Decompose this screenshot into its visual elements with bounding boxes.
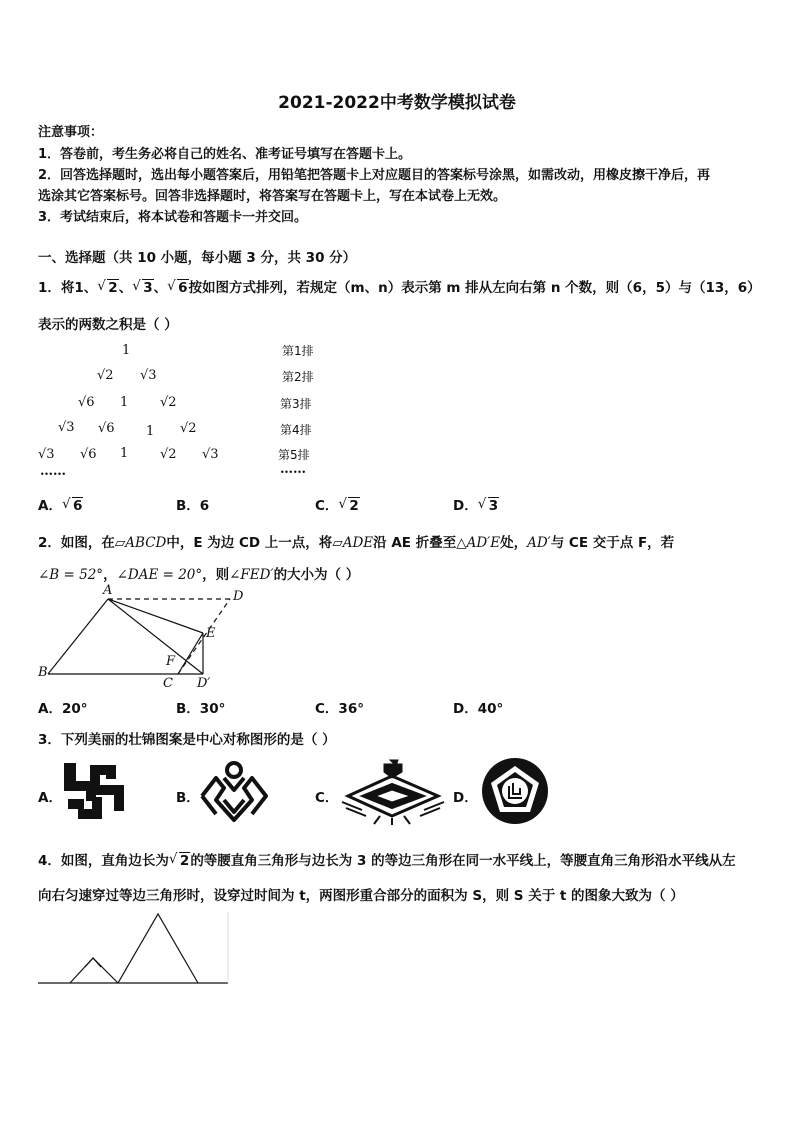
q1-rest: 按如图方式排列，若规定（m、n）表示第 m 排从左向右第 n 个数，则（6，5）与（13，6） [188, 280, 761, 296]
q1-option-d[interactable]: D．√ 3 [453, 494, 499, 514]
q2-option-d[interactable]: D．40° [453, 701, 504, 717]
label-c: C [163, 676, 173, 691]
note-item-2: 2．回答选择题时，选出每小题答案后，用铅笔把答题卡上对应题目的答案标号涂黑，如需改动，用橡皮擦干净后，再 [38, 168, 711, 183]
row3-value-3: √2 [160, 395, 177, 410]
row5-value-2: √6 [80, 447, 97, 462]
question-4-line-2: 向右匀速穿过等边三角形时，设穿过时间为 t，两图形重合部分的面积为 S，则 S 关于 t 的图象大致为（ ） [38, 888, 684, 904]
row5-value-4: √2 [160, 447, 177, 462]
question-2-line-1: 2．如图，在▱ABCD中，E 为边 CD 上一点，将▱ADE沿 AE 折叠至△AD′E处，AD′与 CE 交于点 F，若 [38, 535, 675, 551]
q2-option-a[interactable]: A．20° [38, 701, 88, 717]
row3-value-2: 1 [120, 395, 129, 410]
row2-value-1: √2 [97, 368, 114, 383]
row1-value-1: 1 [122, 343, 131, 358]
row5-value-5: √3 [202, 447, 219, 462]
row3-value-1: √6 [78, 395, 95, 410]
question-2-line-2: ∠B = 52°，∠DAE = 20°，则∠FED′的大小为（ ） [38, 567, 360, 583]
q3-option-c[interactable]: C． [315, 790, 339, 806]
question-1-line-2: 表示的两数之积是（ ） [38, 317, 178, 333]
row-label-2: 第2排 [282, 370, 314, 384]
label-f: F [166, 654, 176, 669]
question-1-line-1: 1．将1、√ 2、√ 3、√ 6按如图方式排列，若规定（m、n）表示第 m 排从左向右第 n 个数，则（6，5）与（13，6） [38, 276, 761, 296]
row-label-5: 第5排 [278, 448, 310, 462]
label-a: A [103, 583, 113, 598]
label-d: D [233, 589, 244, 604]
q3-option-b[interactable]: B． [176, 790, 200, 806]
row4-value-4: √2 [180, 421, 197, 436]
row4-value-3: 1 [146, 424, 155, 439]
row4-value-1: √3 [58, 420, 75, 435]
isosceles-right-triangle [70, 958, 118, 983]
triangle-tip [85, 958, 101, 967]
label-e: E [206, 626, 216, 641]
radical: √ 6 [62, 498, 83, 514]
radical: √ 3 [478, 498, 499, 514]
q1-option-a[interactable]: A．√ 6 [38, 494, 83, 514]
ellipsis-left: …… [40, 464, 66, 479]
radical: √ 6 [167, 280, 188, 296]
q2-option-c[interactable]: C．36° [315, 701, 364, 717]
row-label-3: 第3排 [280, 397, 312, 411]
note-item-1: 1．答卷前，考生务必将自己的姓名、准考证号填写在答题卡上。 [38, 147, 412, 162]
label-d-prime: D′ [197, 676, 211, 691]
question-3-text: 3．下列美丽的壮锦图案是中心对称图形的是（ ） [38, 732, 336, 748]
q3-option-d[interactable]: D． [453, 790, 478, 806]
row-label-4: 第4排 [280, 423, 312, 437]
question-4-line-1: 4．如图，直角边长为√ 2的等腰直角三角形与边长为 3 的等边三角形在同一水平线上，等腰直角三角形沿水平线从左 [38, 849, 736, 869]
q1-option-c[interactable]: C．√ 2 [315, 494, 360, 514]
row2-value-2: √3 [140, 368, 157, 383]
row4-value-2: √6 [98, 421, 115, 436]
ellipsis-right: …… [280, 462, 306, 477]
notes-heading: 注意事项： [38, 125, 104, 140]
note-item-2-cont: 选涂其它答案标号。回答非选择题时，将答案写在答题卡上，写在本试卷上无效。 [38, 189, 507, 204]
row-label-1: 第1排 [282, 344, 314, 358]
radical: √ 2 [169, 853, 190, 869]
note-item-3: 3．考试结束后，将本试卷和答题卡一并交回。 [38, 210, 308, 225]
radical: √ 2 [338, 498, 359, 514]
q1-option-b[interactable]: B．6 [176, 498, 210, 514]
row5-value-3: 1 [120, 446, 129, 461]
q2-option-b[interactable]: B．30° [176, 701, 226, 717]
q3-option-a[interactable]: A． [38, 790, 62, 806]
row5-value-1: √3 [38, 447, 55, 462]
section-heading: 一、选择题（共 10 小题，每小题 3 分，共 30 分） [38, 250, 357, 266]
q1-prefix: 1．将1、 [38, 280, 98, 296]
page-title: 2021-2022中考数学模拟试卷 [278, 93, 516, 113]
equilateral-triangle [118, 914, 198, 983]
label-b: B [38, 665, 48, 680]
radical: √ 2 [97, 280, 118, 296]
radical: √ 3 [132, 280, 153, 296]
